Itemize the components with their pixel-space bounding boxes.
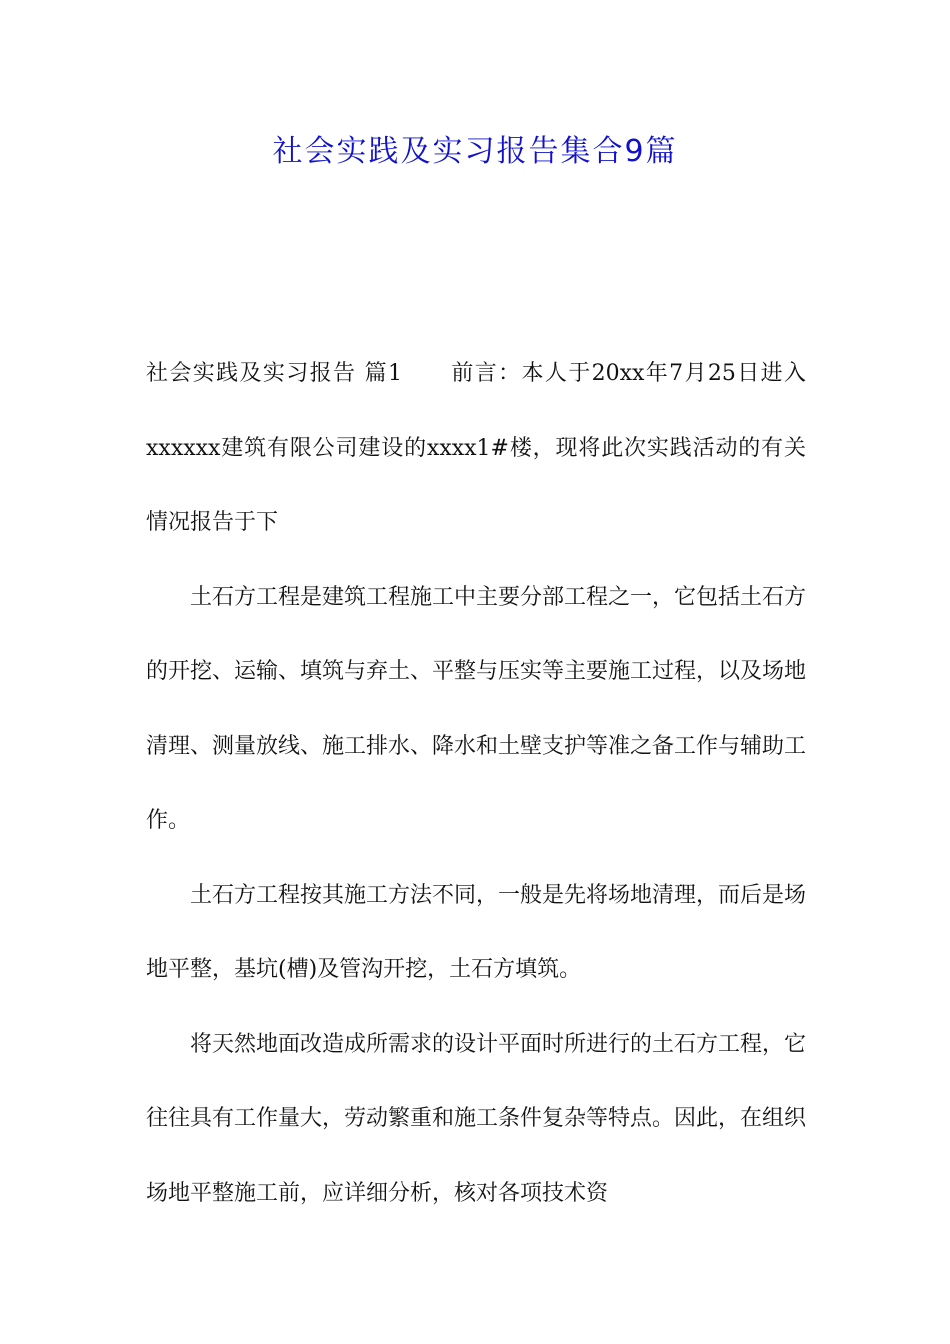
paragraph: 土石方工程按其施工方法不同，一般是先将场地清理，而后是场地平整，基坑(槽)及管沟开挖，土石方填筑。: [146, 882, 807, 982]
paragraph-text: 前言：本人于20xx年7月25日进入xxxxxx建筑有限公司建设的xxxx1#楼，现将此次实践活动的有关情况报告于下: [146, 361, 806, 535]
paragraph: 将天然地面改造成所需求的设计平面时所进行的土石方工程，它往往具有工作量大，劳动繁重和施工条件复杂等特点。因此，在组织场地平整施工前，应详细分析，核对各项技术资: [146, 1031, 807, 1206]
paragraph: 土石方工程是建筑工程施工中主要分部工程之一，它包括土石方的开挖、运输、填筑与弃土、平整与压实等主要施工过程，以及场地清理、测量放线、施工排水、降水和土壁支护等准之备工作与辅助工作。: [146, 584, 807, 833]
section-heading: 社会实践及实习报告 篇1: [146, 361, 403, 386]
document-body: [146, 337, 806, 1231]
document-title: 社会实践及实习报告集合9篇: [272, 134, 678, 169]
paragraph-intro: [146, 337, 806, 561]
